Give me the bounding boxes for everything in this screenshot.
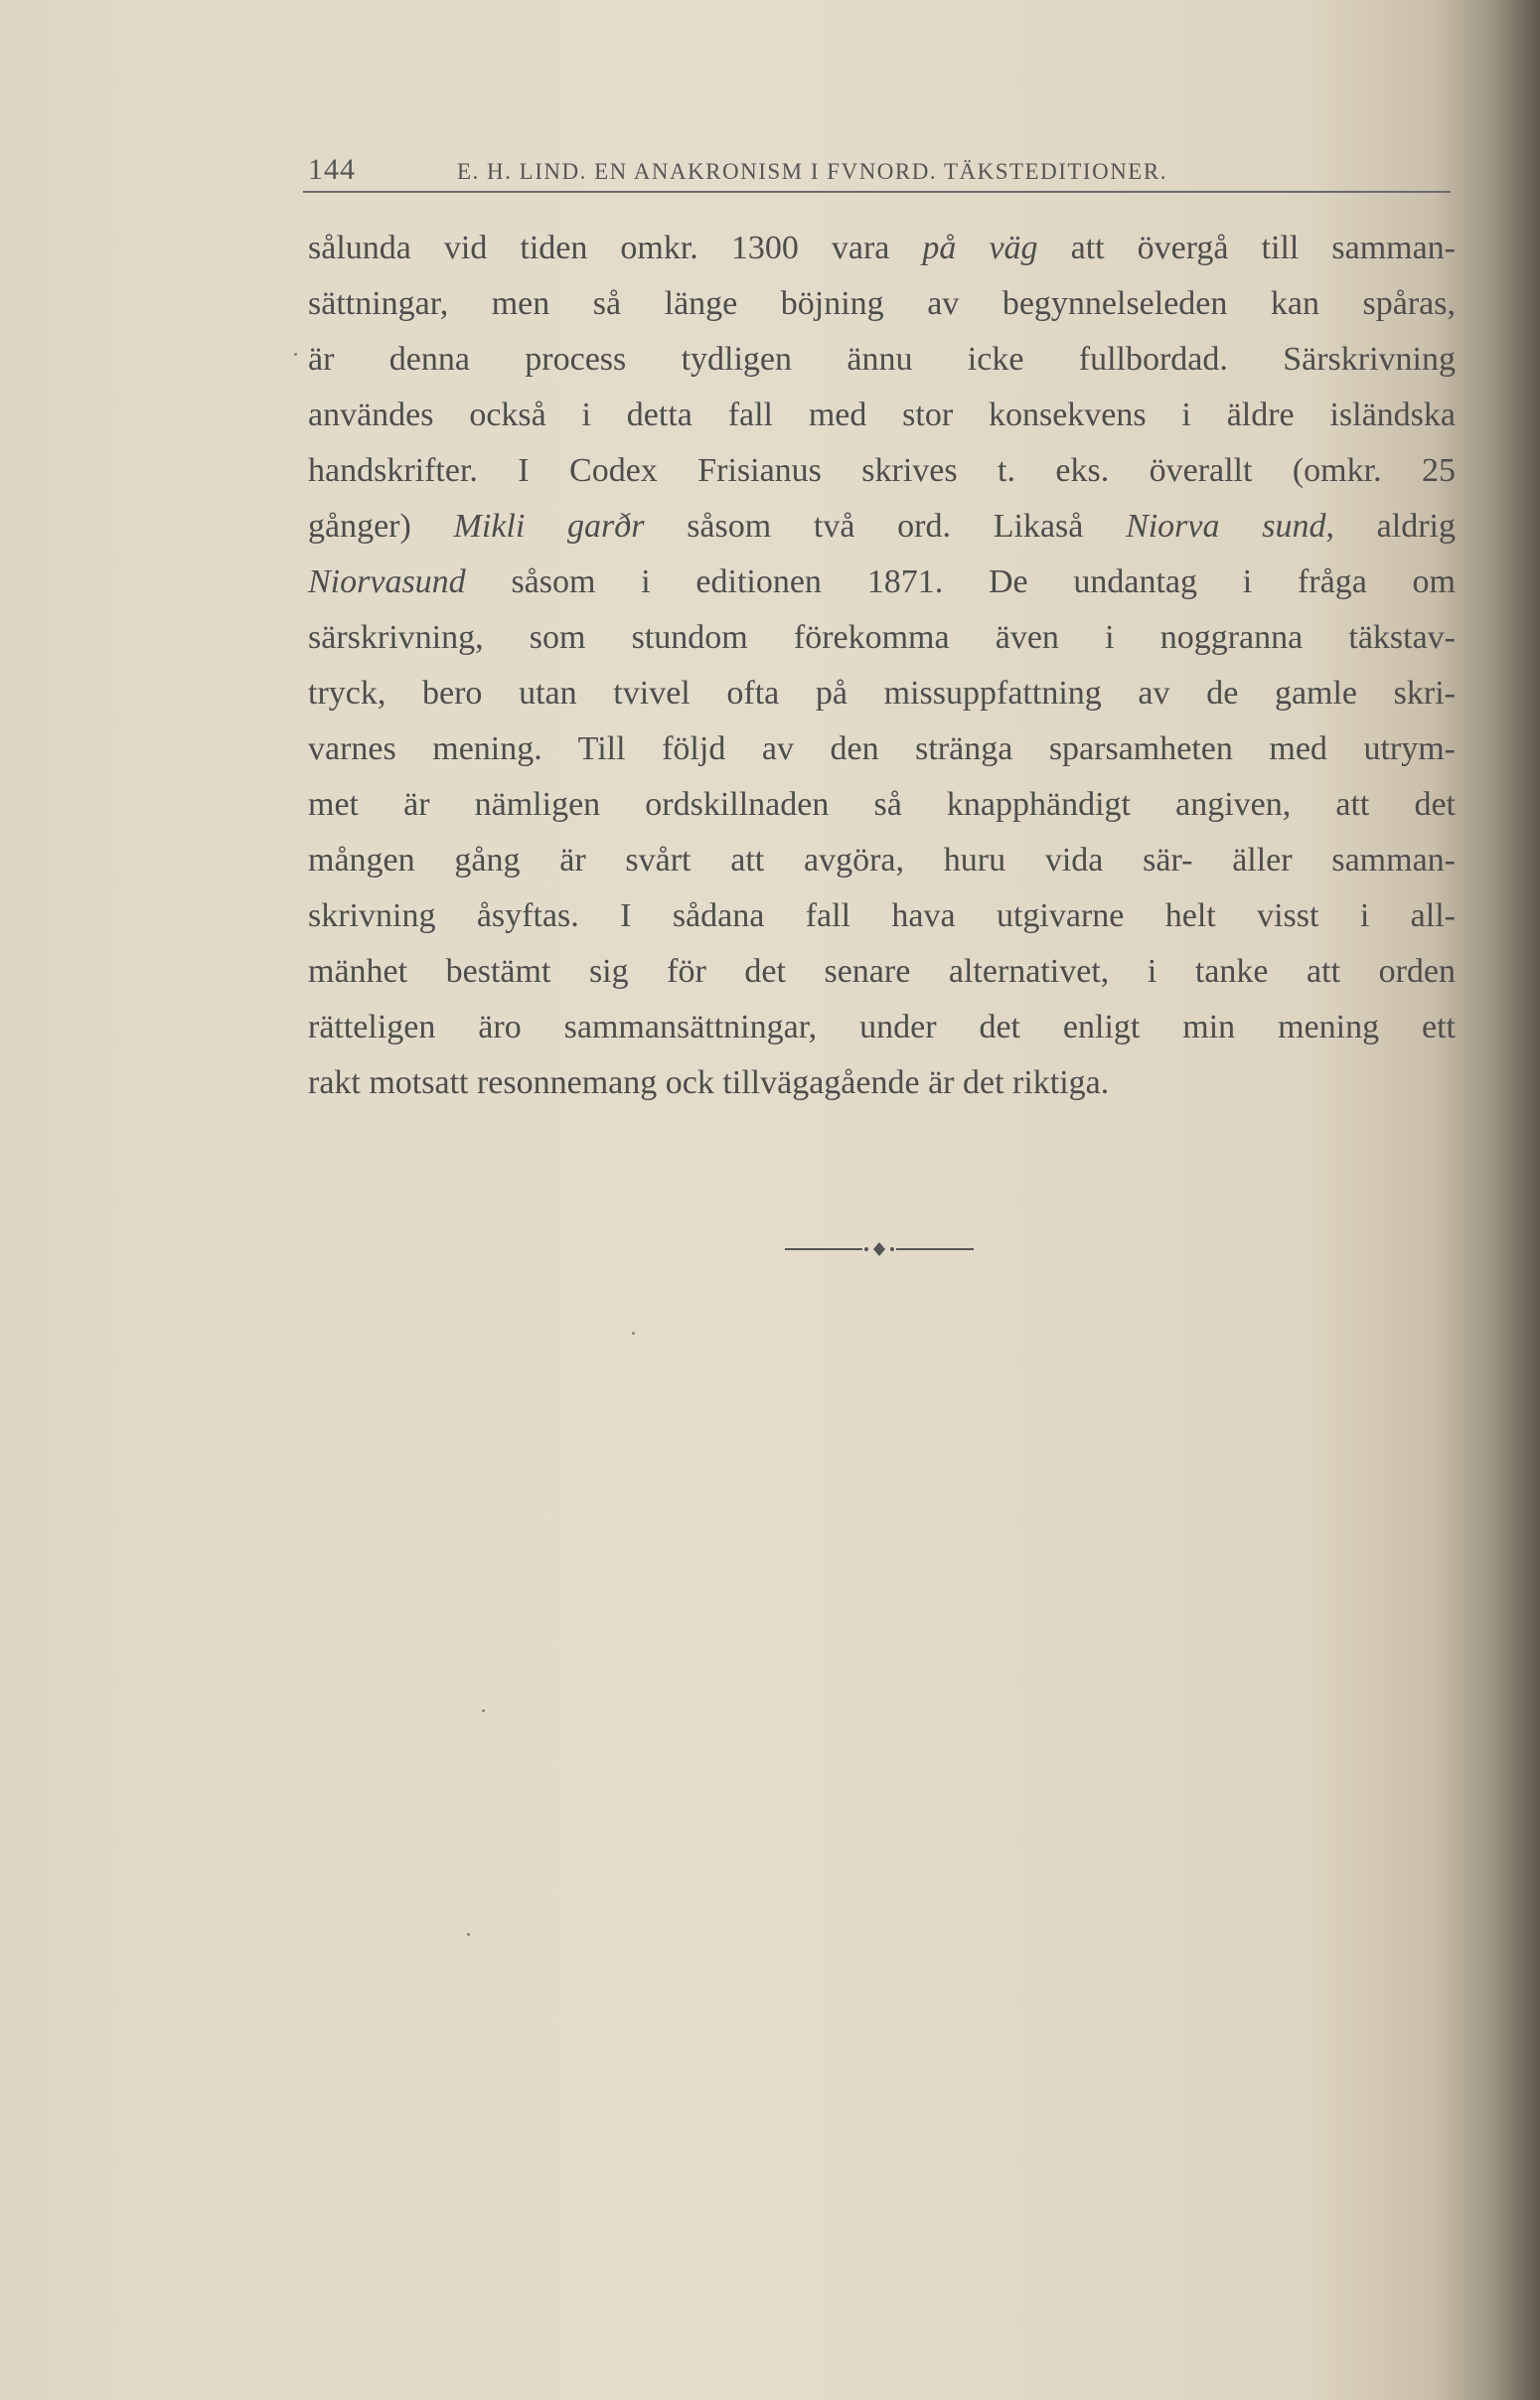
text-line: rakt motsatt resonnemang ock tillvägagående är det riktiga. (308, 1064, 1110, 1101)
paper-speck (482, 1709, 485, 1712)
text-line: särskrivning, som stundom förekomma även i noggranna täkstav- (308, 619, 1456, 656)
running-head (308, 149, 1451, 191)
text-line: Niorvasund såsom i editionen 1871. De undantag i fråga om (308, 563, 1456, 600)
page-number: 144 (308, 153, 356, 186)
text-line: varnes mening. Till följd av den stränga sparsamheten med utrym- (308, 730, 1456, 767)
text-line: skrivning åsyftas. I sådana fall hava utgivarne helt visst i all- (308, 897, 1456, 934)
text-line: gånger) Mikli garðr såsom två ord. Likaså Niorva sund, aldrig (308, 508, 1456, 545)
paper-speck (294, 353, 297, 356)
running-title: E. H. LIND. EN ANAKRONISM I FVNORD. TÄKSTEDITIONER. (457, 159, 1167, 184)
text-line: användes också i detta fall med stor konsekvens i äldre isländska (308, 397, 1456, 433)
body-paragraph (308, 221, 1456, 1111)
text-line: tryck, bero utan tvivel ofta på missuppfattning av de gamle skri- (308, 675, 1456, 712)
paper-speck (632, 1332, 635, 1335)
italic-phrase: Mikli garðr (453, 508, 645, 545)
end-ornament-icon (785, 1237, 974, 1261)
text-line: rätteligen äro sammansättningar, under det enligt min mening ett (308, 1009, 1456, 1045)
text-line: met är nämligen ordskillnaden så knapphändigt angiven, att det (308, 786, 1456, 823)
text-line: handskrifter. I Codex Frisianus skrives t. eks. överallt (omkr. 25 (308, 452, 1456, 489)
text-line: sättningar, men så länge böjning av begynnelseleden kan spåras, (308, 285, 1456, 322)
text-line: är denna process tydligen ännu icke fullbordad. Särskrivning (308, 341, 1456, 378)
italic-phrase: Niorvasund (308, 563, 466, 600)
text-line: mången gång är svårt att avgöra, huru vida sär- äller samman- (308, 842, 1456, 879)
paper-speck (467, 1933, 470, 1936)
text-line: sålunda vid tiden omkr. 1300 vara på väg att övergå till samman- (308, 230, 1457, 266)
italic-phrase: på väg (922, 230, 1038, 266)
italic-phrase: Niorva sund (1126, 508, 1326, 545)
text-line: mänhet bestämt sig för det senare alternativet, i tanke att orden (308, 953, 1456, 990)
header-rule (303, 191, 1451, 193)
